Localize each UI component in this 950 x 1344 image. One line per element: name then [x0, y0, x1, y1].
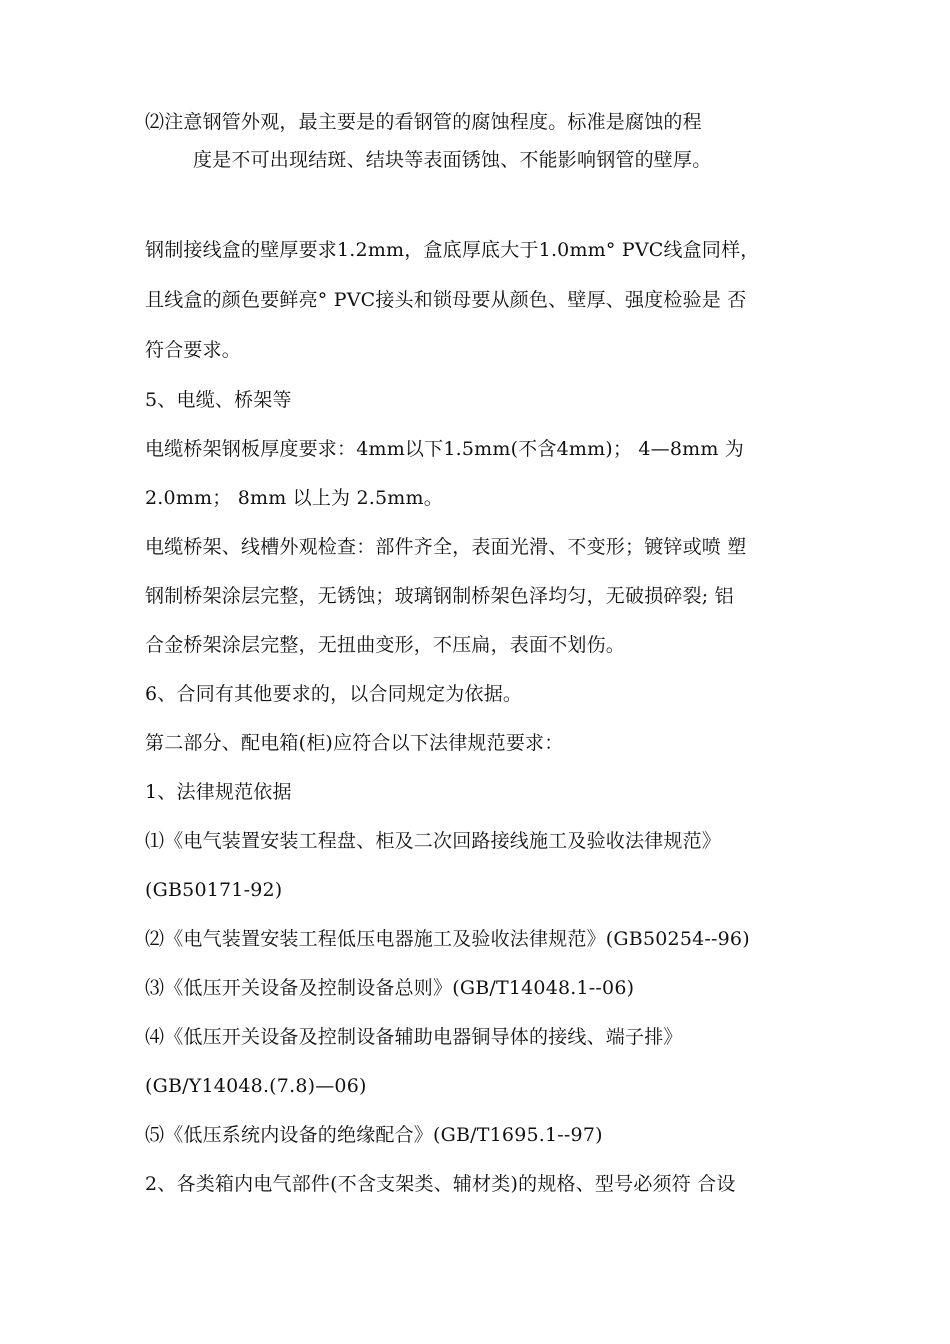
- paragraph-line: 电缆桥架钢板厚度要求：4mm以下1.5mm(不含4mm)； 4—8mm 为: [145, 438, 745, 460]
- paragraph-line: 符合要求。: [145, 339, 242, 361]
- section-heading: 5、电缆、桥架等: [145, 389, 292, 411]
- list-item: (GB/Y14048.(7.8)—06): [145, 1075, 367, 1097]
- paragraph-line: 2.0mm； 8mm 以上为 2.5mm。: [145, 487, 443, 509]
- list-item: ⑴《电气装置安装工程盘、柜及二次回路接线施工及验收法律规范》: [145, 830, 722, 852]
- paragraph-line: ⑵注意钢管外观，最主要是的看钢管的腐蚀程度。标准是腐蚀的程: [145, 111, 702, 133]
- list-item: ⑷《低压开关设备及控制设备辅助电器铜导体的接线、端子排》: [145, 1026, 683, 1048]
- section-heading: 第二部分、配电箱(柜)应符合以下法律规范要求：: [145, 732, 564, 754]
- paragraph-line: 合金桥架涂层完整，无扭曲变形，不压扁，表面不划伤。: [145, 634, 626, 656]
- paragraph-line: 2、各类箱内电气部件(不含支架类、辅材类)的规格、型号必须符 合设: [145, 1173, 736, 1195]
- paragraph-line: 度是不可出现结斑、结块等表面锈蚀、不能影响钢管的壁厚。: [193, 149, 712, 171]
- paragraph-line: 钢制接线盒的壁厚要求1.2mm，盒底厚底大于1.0mm° PVC线盒同样，: [145, 239, 760, 261]
- list-item: ⑵《电气装置安装工程低压电器施工及验收法律规范》(GB50254--96): [145, 928, 750, 950]
- list-item: ⑶《低压开关设备及控制设备总则》(GB/T14048.1--06): [145, 977, 635, 999]
- paragraph-line: 6、合同有其他要求的，以合同规定为依据。: [145, 683, 523, 705]
- section-heading: 1、法律规范依据: [145, 781, 292, 803]
- list-item: (GB50171-92): [145, 879, 283, 901]
- paragraph-line: 且线盒的颜色要鲜亮° PVC接头和锁母要从颜色、壁厚、强度检验是 否: [145, 289, 747, 311]
- paragraph-line: 电缆桥架、线槽外观检查：部件齐全，表面光滑、不变形；镀锌或喷 塑: [145, 536, 747, 558]
- list-item: ⑸《低压系统内设备的绝缘配合》(GB/T1695.1--97): [145, 1124, 603, 1146]
- paragraph-line: 钢制桥架涂层完整，无锈蚀；玻璃钢制桥架色泽均匀，无破损碎裂; 铝: [145, 585, 734, 607]
